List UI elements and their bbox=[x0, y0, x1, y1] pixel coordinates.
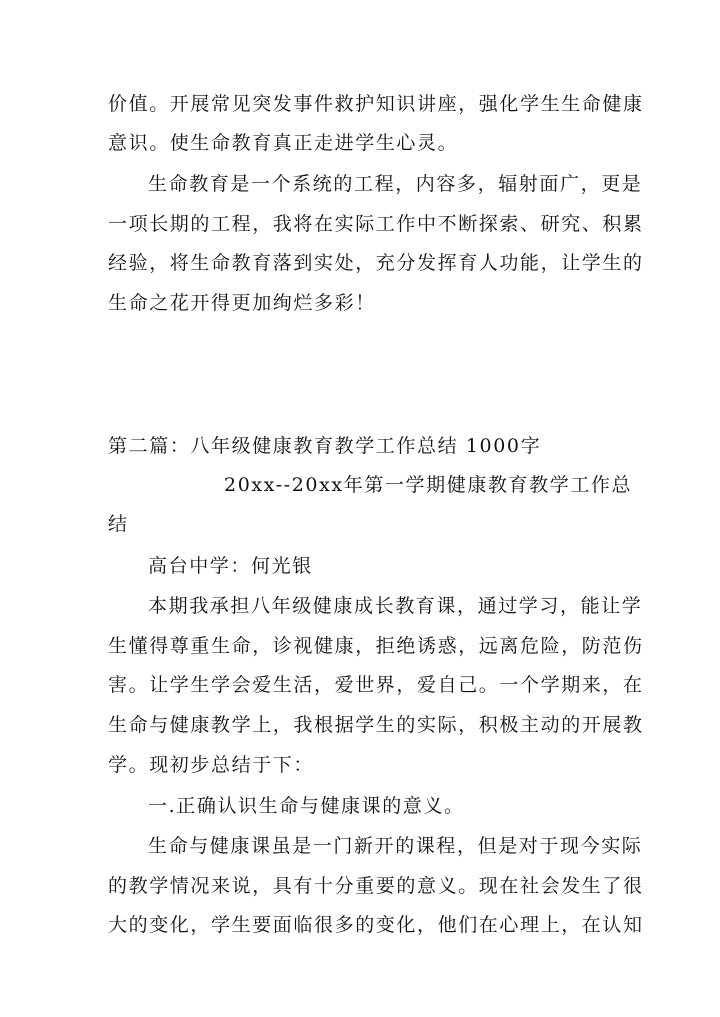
text-line: 生命教育是一个系统的工程，内容多，辐射面广，更是 bbox=[148, 173, 643, 195]
author-line: 高台中学：何光银 bbox=[148, 555, 313, 577]
section-heading: 第二篇：八年级健康教育教学工作总结 1000字 bbox=[108, 435, 542, 457]
text-line: 经验，将生命教育落到实处，充分发挥育人功能，让学生的 bbox=[108, 252, 644, 274]
list-heading: 一.正确认识生命与健康课的意义。 bbox=[148, 795, 465, 817]
text-line: 意识。使生命教育真正走进学生心灵。 bbox=[108, 132, 459, 154]
text-line: 一项长期的工程，我将在实际工作中不断探索、研究、积累 bbox=[108, 213, 644, 235]
text-line: 大的变化，学生要面临很多的变化，他们在心理上，在认知 bbox=[108, 914, 644, 936]
text-line: 生命之花开得更加绚烂多彩！ bbox=[108, 292, 376, 314]
text-line: 害。让学生学会爱生活，爱世界，爱自己。一个学期来，在 bbox=[108, 674, 644, 696]
text-line: 生懂得尊重生命，诊视健康，拒绝诱惑，远离危险，防范伤 bbox=[108, 635, 644, 657]
text-line: 学。现初步总结于下： bbox=[108, 754, 315, 776]
text-line: 结 bbox=[108, 513, 129, 535]
text-line: 的教学情况来说，具有十分重要的意义。现在社会发生了很 bbox=[108, 875, 644, 897]
section-subtitle: 20xx--20xx年第一学期健康教育教学工作总 bbox=[224, 474, 633, 496]
text-line: 生命与健康教学上，我根据学生的实际，积极主动的开展教 bbox=[108, 714, 644, 736]
text-line: 价值。开展常见突发事件救护知识讲座，强化学生生命健康 bbox=[108, 93, 644, 115]
text-line: 生命与健康课虽是一门新开的课程，但是对于现今实际 bbox=[148, 835, 643, 857]
text-line: 本期我承担八年级健康成长教育课，通过学习，能让学 bbox=[148, 595, 643, 617]
